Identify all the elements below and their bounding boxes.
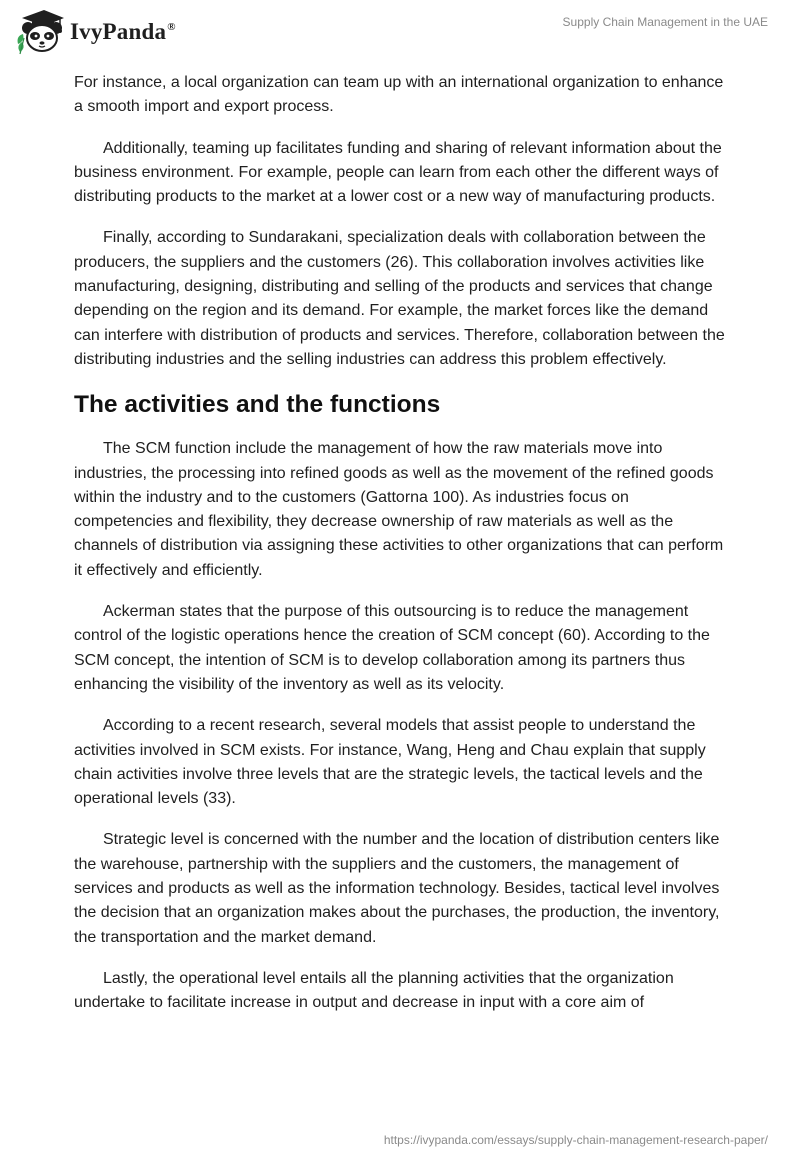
source-url[interactable]: https://ivypanda.com/essays/supply-chain-management-research-paper/ <box>383 1133 768 1147</box>
article-body <box>74 71 730 1033</box>
document-title: Supply Chain Management in the UAE <box>562 15 768 29</box>
section-heading: The activities and the functions <box>74 391 441 419</box>
registered-mark: ® <box>167 21 176 34</box>
paragraph: The SCM function include the management of how the raw materials move into industries, the processing into refined goods as well as the movement of the refined goods within the industry and to the customers (Gattorna 100). As industries focus on competencies and flexibility, they decrease ownership of raw materials as well as the channels of distribution via assigning these activities to other organizations that can perform it effectively and efficiently. <box>74 440 724 579</box>
paragraph: Lastly, the operational level entails all the planning activities that the organization undertake to facilitate increase in output and decrease in input with a core aim of <box>74 969 674 1012</box>
paragraph: Strategic level is concerned with the number and the location of distribution centers like the warehouse, partnership with the suppliers and the customers, the management of services and products as well as the information technology. Besides, tactical level involves the decision that an organization makes about the purchases, the production, the inventory, the transportation and the market demand. <box>74 831 720 946</box>
paragraph: For instance, a local organization can team up with an international organization to enhance a smooth import and export process. <box>74 74 724 116</box>
paragraph: Additionally, teaming up facilitates funding and sharing of relevant information about the business environment. For example, people can learn from each other the different ways of distributing products to the market at a lower cost or a new way of manufacturing products. <box>74 139 722 206</box>
paragraph: Ackerman states that the purpose of this outsourcing is to reduce the management control of the logistic operations hence the creation of SCM concept (60). According to the SCM concept, the intention of SCM is to develop collaboration among its partners thus enhancing the visibility of the inventory as well as its velocity. <box>74 603 710 693</box>
paragraph: Finally, according to Sundarakani, specialization deals with collaboration between the producers, the suppliers and the customers (26). This collaboration involves activities like manufacturing, designing, distributing and selling of the products and services that change depending on the region and its demand. For example, the market forces like the demand can interfere with distribution of products and services. Therefore, collaboration between the distributing industries and the selling industries can address this problem effectively. <box>74 229 725 368</box>
page-header <box>0 0 800 64</box>
panda-graduation-cap-icon <box>14 8 66 56</box>
ivypanda-logo[interactable] <box>14 8 176 56</box>
paragraph: According to a recent research, several models that assist people to understand the activities involved in SCM exists. For instance, Wang, Heng and Chau explain that supply chain activities involve three levels that are the strategic levels, the tactical levels and the operational levels (33). <box>74 717 706 808</box>
brand-name: IvyPanda® <box>70 19 176 44</box>
